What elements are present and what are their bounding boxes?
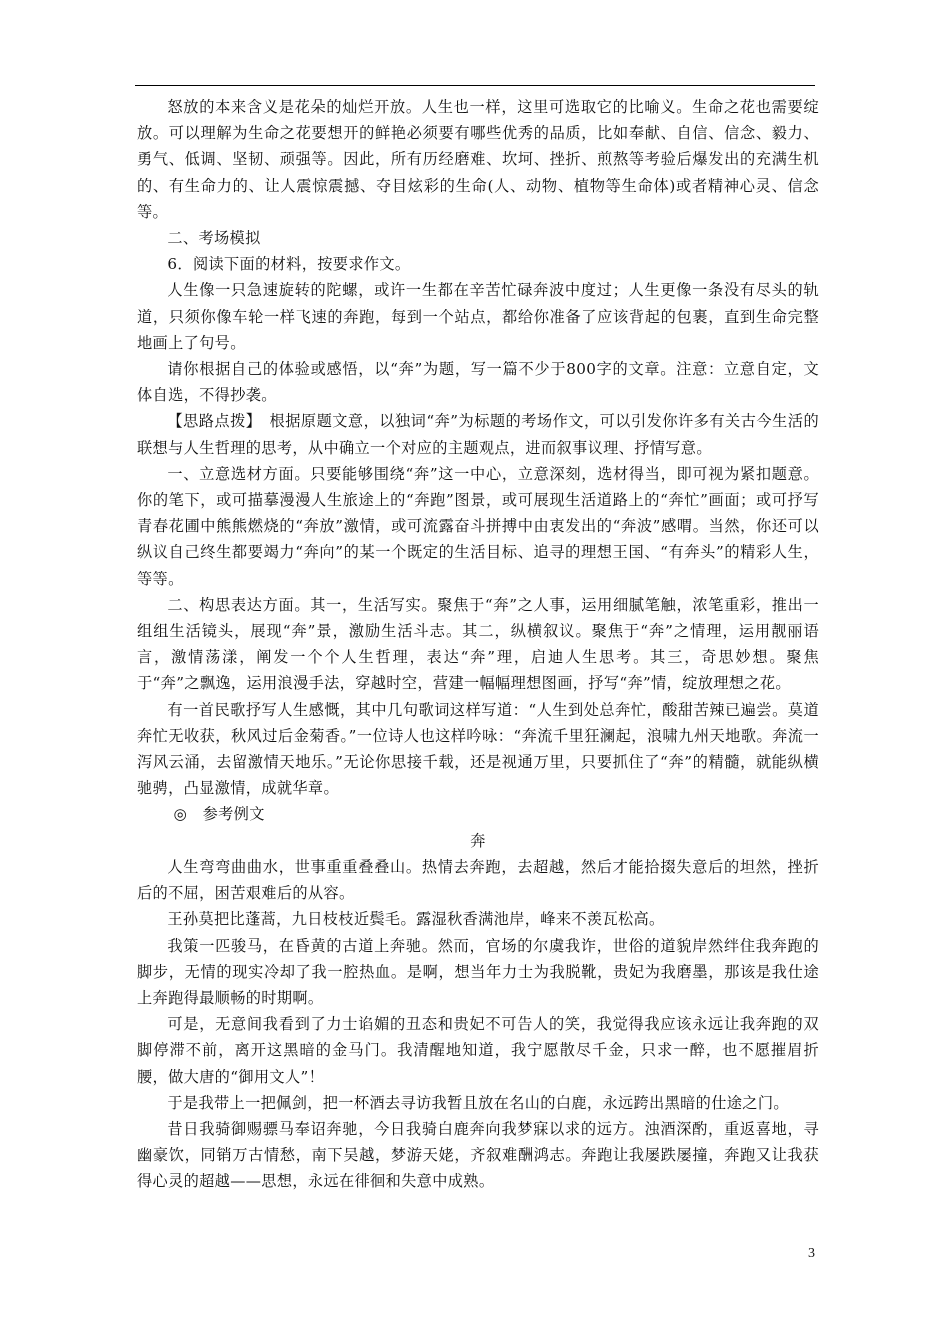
writing-requirement: 请你根据自己的体验或感悟，以“奔”为题，写一篇不少于800字的文章。注意：立意自定，文体自选，不得抄袭。 <box>137 360 819 405</box>
essay-title: 奔 <box>470 831 486 850</box>
structure-expression-paragraph: 二、构思表达方面。其一，生活写实。聚焦于“奔”之人事，运用细腻笔触，浓笔重彩，推出一组组生活镜头，展现“奔”景，激励生活斗志。其二，纵横叙议。聚焦于“奔”之情理，运用靓丽语言，激情荡漾，阐发一个个人生哲理，表达“奔”理，启迪人生思考。其三，奇思妙想。聚焦于“奔”之飘逸，运用浪漫手法，穿越时空，营建一幅幅理想图画，抒写“奔”情，绽放理想之花。 <box>137 595 819 693</box>
material-text: 人生像一只急速旋转的陀螺，或许一生都在辛苦忙碌奔波中度过；人生更像一条没有尽头的轨道，只须你像车轮一样飞速的奔跑，每到一个站点，都给你准备了应该背起的包裹，直到生命完整地画上了句号。 <box>137 281 819 352</box>
question-prompt: 6．阅读下面的材料，按要求作文。 <box>167 255 411 274</box>
folk-song-paragraph: 有一首民歌抒写人生感慨，其中几句歌词这样写道：“人生到处总奔忙，酸甜苦辣已遍尝。莫道奔忙无收获，秋风过后金菊香。”一位诗人也这样吟咏：“奔流千里狂澜起，浪啸九州天地歌。奔流一泻风云涌，去留激情天地乐。”无论你思接千载，还是视通万里，只要抓住了“奔”的精髓，就能纵横驰骋，凸显激情，成就华章。 <box>137 700 819 798</box>
essay-paragraph: 我策一匹骏马，在昏黄的古道上奔驰。然而，官场的尔虞我诈，世俗的道貌岸然绊住我奔跑的脚步，无情的现实冷却了我一腔热血。是啊，想当年力士为我脱靴，贵妃为我磨墨，那该是我仕途上奔跑得最顺畅的时期啊。 <box>137 936 819 1007</box>
header-rule <box>135 85 815 86</box>
paragraph-interpretation: 怒放的本来含义是花朵的灿烂开放。人生也一样，这里可选取它的比喻义。生命之花也需要绽放。可以理解为生命之花要想开的鲜艳必须要有哪些优秀的品质，比如奉献、自信、信念、毅力、勇气、低调、坚韧、顽强等。因此，所有历经磨难、坎坷、挫折、煎熬等考验后爆发出的充满生机的、有生命力的、让人震惊震撼、夺目炫彩的生命(人、动物、植物等生命体)或者精神心灵、信念等。 <box>137 98 820 221</box>
topic-selection-paragraph: 一、立意选材方面。只要能够围绕“奔”这一中心，立意深刻，选材得当，即可视为紧扣题意。你的笔下，或可描摹漫漫人生旅途上的“奔跑”图景，或可展现生活道路上的“奔忙”画面；或可抒写青春花圃中熊熊燃烧的“奔放”激情，或可流露奋斗拼搏中由衷发出的“奔波”感喟。当然，你还可以纵议自己终生都要竭力“奔向”的某一个既定的生活目标、追寻的理想王国、“有奔头”的精彩人生，等等。 <box>137 464 819 588</box>
section-heading-exam-simulation: 二、考场模拟 <box>167 229 261 248</box>
essay-paragraph: 人生弯弯曲曲水，世事重重叠叠山。热情去奔跑，去超越，然后才能拾掇失意后的坦然，挫折后的不屈，困苦艰难后的从容。 <box>137 857 819 903</box>
thinking-tips: 【思路点拨】 根据原题文意，以独词“奔”为标题的考场作文，可以引发你许多有关古今生活的联想与人生哲理的思考，从中确立一个对应的主题观点，进而叙事议理、抒情写意。 <box>137 412 819 457</box>
essay-paragraph: 可是，无意间我看到了力士谄媚的丑态和贵妃不可告人的笑，我觉得我应该永远让我奔跑的双脚停滞不前，离开这黑暗的金马门。我清醒地知道，我宁愿散尽千金，只求一醉，也不愿摧眉折腰，做大唐的“御用文人”！ <box>137 1015 819 1086</box>
document-body <box>137 94 819 1195</box>
reference-essay-label: ◎ 参考例文 <box>173 805 265 824</box>
essay-paragraph: 于是我带上一把佩剑，把一杯酒去寻访我暂且放在名山的白鹿，永远跨出黑暗的仕途之门。 <box>167 1093 789 1112</box>
page-number: 3 <box>808 1246 815 1261</box>
essay-paragraph: 昔日我骑御赐骠马奉诏奔驰，今日我骑白鹿奔向我梦寐以求的远方。浊酒深酌，重返喜地，寻幽豪饮，同销万古情愁，南下吴越，梦游天姥，齐叙难酬鸿志。奔跑让我屡跌屡撞，奔跑又让我获得心灵的超越——思想，永远在徘徊和失意中成熟。 <box>137 1119 819 1191</box>
essay-poem: 王孙莫把比蓬蒿，九日枝枝近鬓毛。露湿秋香满池岸，峰来不羡瓦松高。 <box>167 910 665 929</box>
